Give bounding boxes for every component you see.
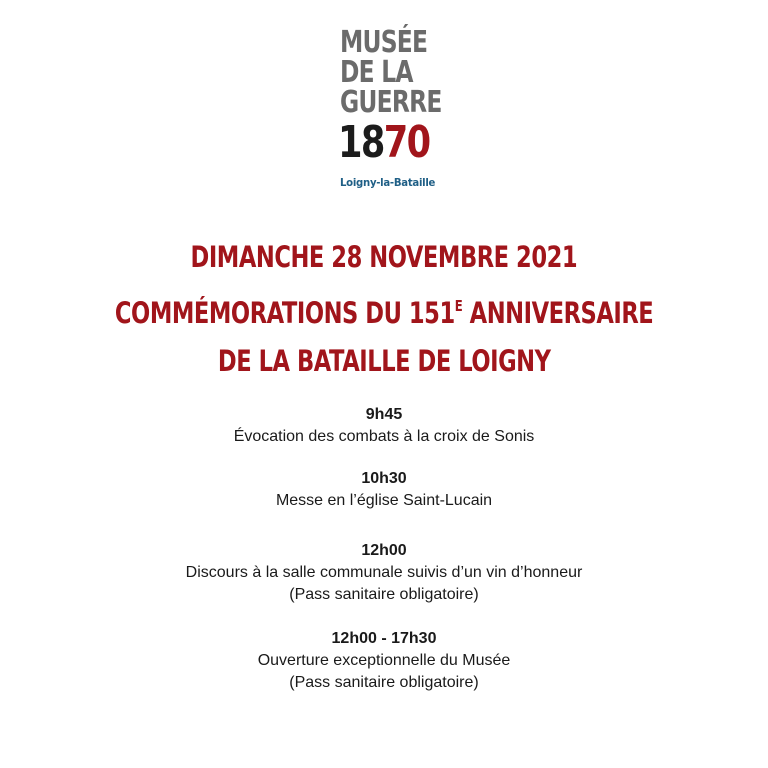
event-title-line2: [0, 344, 768, 378]
event-title-line2-text: DE LA BATAILLE DE LOIGNY: [217, 344, 551, 378]
program-item: [0, 468, 768, 512]
museum-logo: [330, 22, 440, 197]
logo-line-de-la: DE LA: [340, 55, 413, 90]
event-title-line1-text: [115, 296, 653, 335]
program-time: 10h30: [361, 470, 407, 487]
logo-year: [338, 117, 430, 168]
program-note: (Pass sanitaire obligatoire): [289, 674, 479, 691]
program-time: 9h45: [365, 406, 403, 423]
event-title-prefix: COMMÉMORATIONS DU 151: [114, 296, 455, 330]
event-title-ordinal: E: [454, 297, 463, 315]
program-description: Ouverture exceptionnelle du Musée: [257, 652, 511, 669]
program-time: 12h00 - 17h30: [331, 630, 437, 647]
program-description: Messe en l’église Saint-Lucain: [275, 492, 493, 509]
event-date: [0, 240, 768, 274]
program-description: Discours à la salle communale suivis d’un vin d’honneur: [185, 564, 583, 581]
program-item: [0, 404, 768, 448]
program-item: [0, 628, 768, 694]
program-time: 12h00: [361, 542, 407, 559]
program-description: Évocation des combats à la croix de Sonis: [233, 428, 535, 445]
logo-place: Loigny-la-Bataille: [340, 176, 436, 189]
program-note: (Pass sanitaire obligatoire): [289, 586, 479, 603]
event-title-line1: [0, 296, 768, 335]
logo-line-guerre: GUERRE: [340, 85, 442, 120]
event-date-text: DIMANCHE 28 NOVEMBRE 2021: [190, 240, 578, 274]
logo-year-18: 18: [338, 117, 384, 168]
logo-year-70: 70: [383, 117, 430, 168]
event-title-suffix: ANNIVERSAIRE: [462, 296, 654, 330]
logo-line-musee: MUSÉE: [340, 25, 428, 60]
program-item: [0, 540, 768, 606]
